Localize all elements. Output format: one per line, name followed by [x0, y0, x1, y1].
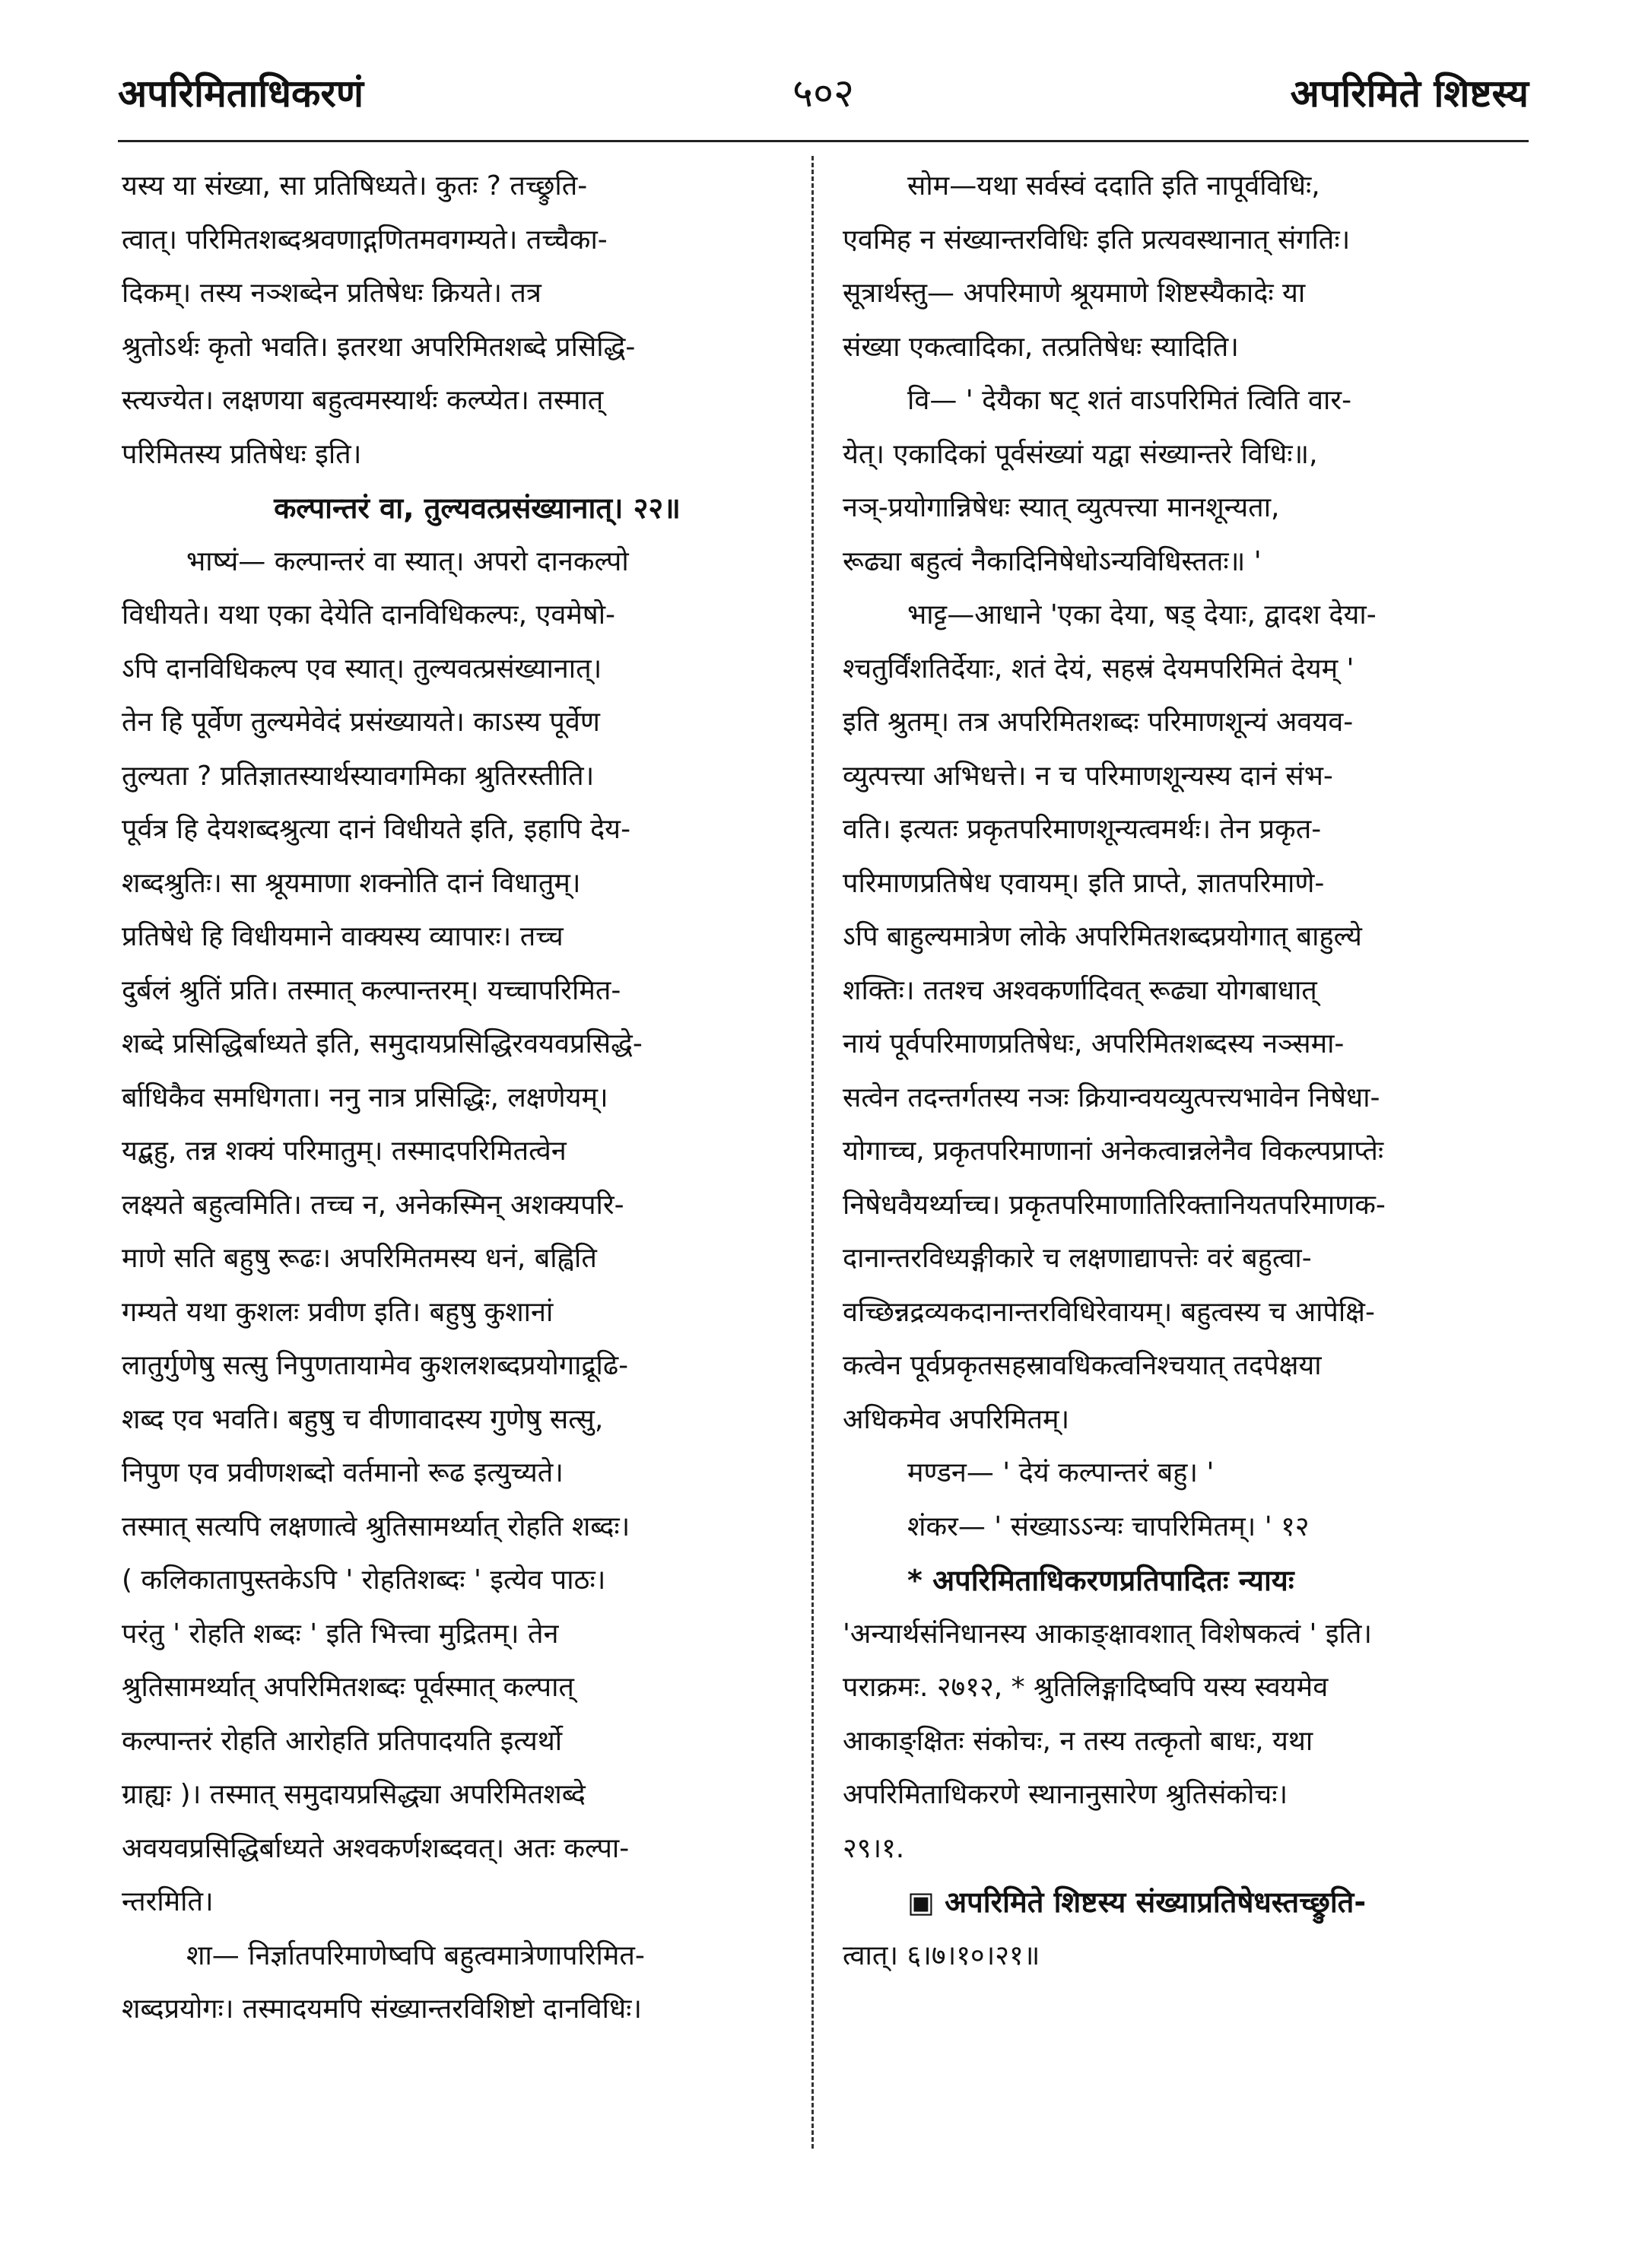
text-line: शंकर— ' संख्याऽऽन्यः चापरिमितम्। ' १२ — [907, 1510, 1310, 1542]
text-line: व्युत्पत्त्या अभिधत्ते। न च परिमाणशून्यस्य दानं संभ- — [843, 760, 1333, 792]
text-line: निषेधवैयर्थ्याच्च। प्रकृतपरिमाणातिरिक्तानियतपरिमाणक- — [843, 1189, 1386, 1221]
text-line: श्रुतोऽर्थः कृतो भवति। इतरथा अपरिमितशब्दे प्रसिद्धि- — [122, 331, 636, 363]
text-line: परिमितस्य प्रतिषेधः इति। — [122, 438, 362, 470]
text-line: कत्वेन पूर्वप्रकृतसहस्रावधिकत्वनिश्चयात् तदपेक्षया — [843, 1350, 1322, 1381]
text-line: न्तरमिति। — [122, 1886, 214, 1917]
text-line: दुर्बलं श्रुतिं प्रति। तस्मात् कल्पान्तरम्। यच्चापरिमित- — [122, 974, 621, 1006]
text-line: यद्बहु, तन्न शक्यं परिमातुम्। तस्मादपरिमितत्वेन — [122, 1136, 567, 1167]
text-line: शा— निर्ज्ञातपरिमाणेष्वपि बहुत्वमात्रेणापरिमित- — [186, 1939, 645, 1971]
adhikarana-summary: ▣ अपरिमिते शिष्टस्य संख्याप्रतिषेधस्तच्छ्रुति- — [907, 1885, 1367, 1919]
text-line: दानान्तरविध्यङ्गीकारे च लक्षणाद्यापत्तेः वरं बहुत्वा- — [843, 1243, 1312, 1274]
text-line: 'अन्यार्थसंनिधानस्य आकाङ्क्षावशात् विशेषकत्वं ' इति। — [843, 1618, 1373, 1650]
text-line: तेन हि पूर्वेण तुल्यमेवेदं प्रसंख्यायते। काऽस्य पूर्वेण — [122, 707, 600, 738]
text-line: शब्दे प्रसिद्धिर्बाध्यते इति, समुदायप्रसिद्धिरवयवप्रसिद्धे- — [122, 1028, 643, 1059]
text-line: पूर्वत्र हि देयशब्दश्रुत्या दानं विधीयते इति, इहापि देय- — [122, 814, 631, 845]
text-line: लातुर्गुणेषु सत्सु निपुणतायामेव कुशलशब्दप्रयोगाद्रूढि- — [122, 1350, 629, 1381]
text-line: त्वात्। ६।७।१०।२१॥ — [843, 1939, 1040, 1971]
text-line: संख्या एकत्वादिका, तत्प्रतिषेधः स्यादिति। — [843, 331, 1239, 363]
text-line: निपुण एव प्रवीणशब्दो वर्तमानो रूढ इत्युच्यते। — [122, 1457, 564, 1488]
column-divider — [811, 156, 814, 2149]
sutra-heading: कल्पान्तरं वा, तुल्यवत्प्रसंख्यानात्। २२॥ — [274, 491, 681, 525]
text-line: त्वात्। परिमितशब्दश्रवणाद्गणितमवगम्यते। तच्चैका- — [122, 224, 608, 256]
text-line: परिमाणप्रतिषेध एवायम्। इति प्राप्ते, ज्ञातपरिमाणे- — [843, 867, 1325, 899]
text-line: श्चतुर्विंशतिर्देयाः, शतं देयं, सहस्रं देयमपरिमितं देयम् ' — [843, 653, 1354, 685]
text-line: सूत्रार्थस्तु— अपरिमाणे श्रूयमाणे शिष्टस्यैकादेः या — [843, 278, 1306, 309]
text-line: तस्मात् सत्यपि लक्षणात्वे श्रुतिसामर्थ्यात् रोहति शब्दः। — [122, 1510, 630, 1542]
right-column — [843, 160, 1527, 1983]
text-line: ( कलिकातापुस्तकेऽपि ' रोहतिशब्दः ' इत्येव पाठः। — [122, 1564, 606, 1596]
text-line: नायं पूर्वपरिमाणप्रतिषेधः, अपरिमितशब्दस्य नञ्समा- — [843, 1028, 1345, 1059]
text-line: ग्राह्यः )। तस्मात् समुदायप्रसिद्ध्या अपरिमितशब्दे — [122, 1779, 586, 1810]
text-line: ऽपि दानविधिकल्प एव स्यात्। तुल्यवत्प्रसंख्यानात्। — [122, 653, 602, 685]
text-line: ऽपि बाहुल्यमात्रेण लोके अपरिमितशब्दप्रयोगात् बाहुल्ये — [843, 921, 1362, 952]
text-line: र्बाधिकैव समधिगता। ननु नात्र प्रसिद्धिः, लक्षणेयम्। — [122, 1082, 608, 1113]
text-line: मण्डन— ' देयं कल्पान्तरं बहु। ' — [907, 1457, 1215, 1488]
text-line: भाष्यं— कल्पान्तरं वा स्यात्। अपरो दानकल्पो — [186, 545, 629, 577]
text-line: आकाङ्क्षितः संकोचः, न तस्य तत्कृतो बाधः, यथा — [843, 1725, 1313, 1757]
text-line: परंतु ' रोहति शब्दः ' इति भित्त्वा मुद्रितम्। तेन — [122, 1618, 559, 1650]
text-line: अधिकमेव अपरिमितम्। — [843, 1403, 1070, 1435]
text-line: नञ्-प्रयोगान्निषेधः स्यात् व्युत्पत्त्या मानशून्यता, — [843, 492, 1280, 523]
text-line: गम्यते यथा कुशलः प्रवीण इति। बहुषु कुशानां — [122, 1296, 554, 1328]
text-line: येत्। एकादिकां पूर्वसंख्यां यद्वा संख्यान्तरे विधिः॥, — [843, 438, 1318, 470]
text-line: माणे सति बहुषु रूढः। अपरिमितमस्य धनं, बह्विति — [122, 1243, 597, 1274]
text-line: यस्य या संख्या, सा प्रतिषिध्यते। कुतः ? तच्छ्रुति- — [122, 170, 588, 202]
nyaya-heading: * अपरिमिताधिकरणप्रतिपादितः न्यायः — [907, 1564, 1294, 1597]
text-line: इति श्रुतम्। तत्र अपरिमितशब्दः परिमाणशून्यं अवयव- — [843, 707, 1354, 738]
text-line: पराक्रमः. २७१२, * श्रुतिलिङ्गादिष्वपि यस्य स्वयमेव — [843, 1672, 1329, 1703]
text-line: सोम—यथा सर्वस्वं ददाति इति नापूर्वविधिः, — [907, 170, 1320, 202]
text-line: रूढ्या बहुत्वं नैकादिनिषेधोऽन्यविधिस्ततः॥ ' — [843, 545, 1262, 577]
text-line: शब्द एव भवति। बहुषु च वीणावादस्य गुणेषु सत्सु, — [122, 1403, 604, 1435]
text-line: वि— ' देयैका षट् शतं वाऽपरिमितं त्विति वार- — [907, 385, 1352, 416]
text-line: कल्पान्तरं रोहति आरोहति प्रतिपादयति इत्यर्थो — [122, 1725, 563, 1757]
text-line: श्रुतिसामर्थ्यात् अपरिमितशब्दः पूर्वस्मात् कल्पात् — [122, 1672, 574, 1703]
text-line: २९।१. — [843, 1832, 905, 1864]
text-line: लक्ष्यते बहुत्वमिति। तच्च न, अनेकस्मिन् अशक्यपरि- — [122, 1189, 624, 1221]
text-line: भाट्ट—आधाने 'एका देया, षड् देयाः, द्वादश देया- — [907, 599, 1377, 631]
text-line: सत्वेन तदन्तर्गतस्य नञः क्रियान्वयव्युत्पत्त्यभावेन निषेधा- — [843, 1082, 1380, 1113]
text-line: विधीयते। यथा एका देयेति दानविधिकल्पः, एवमेषो- — [122, 599, 616, 631]
text-line: वति। इत्यतः प्रकृतपरिमाणशून्यत्वमर्थः। तेन प्रकृत- — [843, 814, 1322, 845]
header-rule — [118, 140, 1529, 142]
text-line: प्रतिषेधे हि विधीयमाने वाक्यस्य व्यापारः। तच्च — [122, 921, 564, 952]
text-line: योगाच्च, प्रकृतपरिमाणानां अनेकत्वान्नलेनैव विकल्पप्राप्तेः — [843, 1136, 1384, 1167]
text-line: दिकम्। तस्य नञ्शब्देन प्रतिषेधः क्रियते। तत्र — [122, 278, 541, 309]
running-title-left: अपरिमिताधिकरणं — [118, 71, 364, 116]
text-line: स्त्यज्येत। लक्षणया बहुत्वमस्यार्थः कल्प्येत। तस्मात् — [122, 385, 604, 416]
text-line: तुल्यता ? प्रतिज्ञातस्यार्थस्यावगमिका श्रुतिरस्तीति। — [122, 760, 595, 792]
text-line: शब्दप्रयोगः। तस्मादयमपि संख्यान्तरविशिष्टो दानविधिः। — [122, 1993, 643, 2025]
text-line: अपरिमिताधिकरणे स्थानानुसारेण श्रुतिसंकोचः। — [843, 1779, 1288, 1810]
running-title-right: अपरिमिते शिष्टस्य — [1290, 71, 1529, 116]
text-line: वच्छिन्नद्रव्यकदानान्तरविधिरेवायम्। बहुत्वस्य च आपेक्षि- — [843, 1296, 1375, 1328]
text-line: एवमिह न संख्यान्तरविधिः इति प्रत्यवस्थानात् संगतिः। — [843, 224, 1351, 256]
text-line: शब्दश्रुतिः। सा श्रूयमाणा शक्नोति दानं विधातुम्। — [122, 867, 581, 899]
page-number: ५०२ — [792, 71, 855, 116]
text-line: अवयवप्रसिद्धिर्बाध्यते अश्वकर्णशब्दवत्। अतः कल्पा- — [122, 1832, 630, 1864]
text-line: शक्तिः। ततश्च अश्वकर्णादिवत् रूढ्या योगबाधात् — [843, 974, 1317, 1006]
left-column — [122, 160, 802, 2037]
page-header — [118, 67, 1529, 135]
